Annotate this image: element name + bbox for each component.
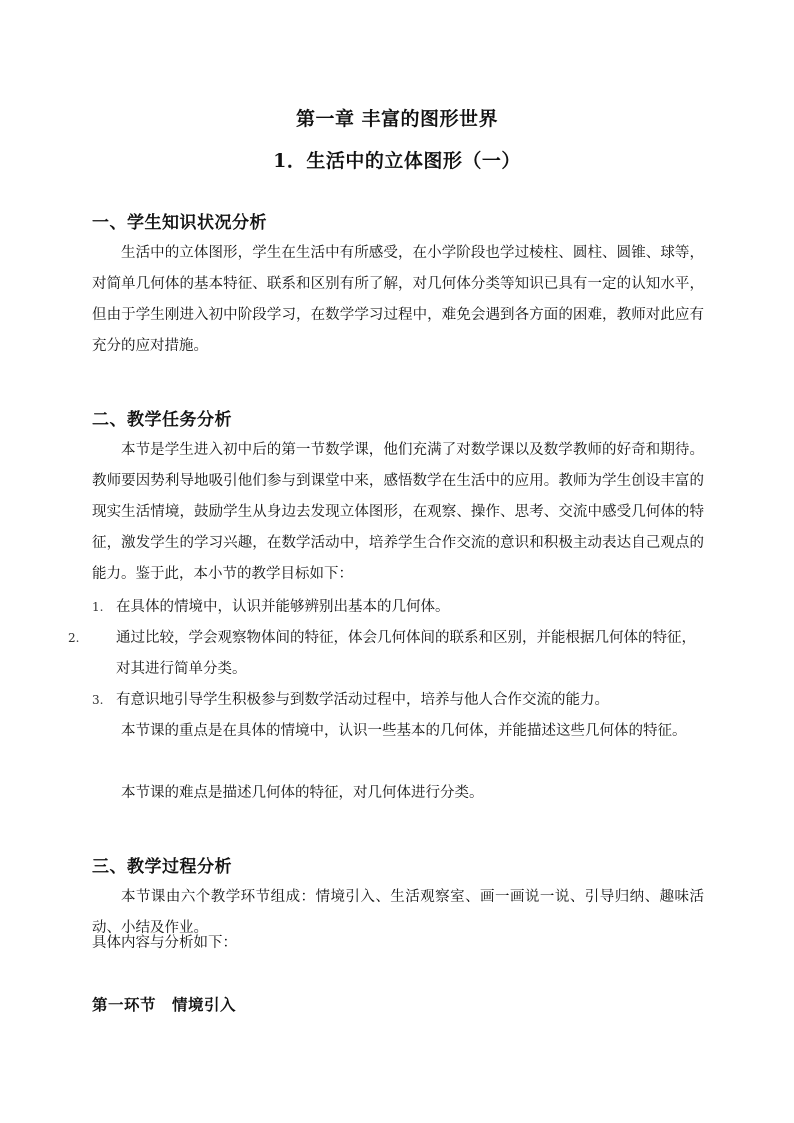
detail-intro: 具体内容与分析如下：	[92, 935, 237, 951]
goal-text: 有意识地引导学生积极参与到数学活动过程中，培养与他人合作交流的能力。	[116, 692, 609, 708]
section-heading-3: 三、教学过程分析	[92, 857, 232, 877]
goal-number: 3.	[92, 693, 104, 707]
key-point-paragraph: 本节课的重点是在具体的情境中，认识一些基本的几何体，并能描述这些几何体的特征。	[121, 723, 687, 739]
difficulty-paragraph: 本节课的难点是描述几何体的特征，对几何体进行分类。	[121, 785, 484, 801]
chapter-title: 第一章 丰富的图形世界	[295, 108, 499, 130]
goal-text: 通过比较，学会观察物体间的特征，体会几何体间的联系和区别，并能根据几何体的特征，对其进行简单分类。	[116, 630, 696, 677]
section-1-paragraph: 生活中的立体图形，学生在生活中有所感受，在小学阶段也学过棱柱、圆柱、圆锥、球等，对简单几何体的基本特征、联系和区别有所了解，对几何体分类等知识已具有一定的认知水平，但由于学生刚进入初中阶段学习，在数学学习过程中，难免会遇到各方面的困难，教师对此应有充分的应对措施。	[92, 245, 704, 354]
section-3-paragraph: 本节课由六个教学环节组成：情境引入、生活观察室、画一画说一说、引导归纳、趣味活动、小结及作业。	[92, 889, 704, 936]
goal-text: 在具体的情境中，认识并能够辨别出基本的几何体。	[116, 599, 450, 615]
section-2-paragraph: 本节是学生进入初中后的第一节数学课，他们充满了对数学课以及数学教师的好奇和期待。教师要因势利导地吸引他们参与到课堂中来，感悟数学在生活中的应用。教师为学生创设丰富的现实生活情境，鼓励学生从身边去发现立体图形，在观察、操作、思考、交流中感受几何体的特征，激发学生的学习兴趣，在数学活动中，培养学生合作交流的意识和积极主动表达自己观点的能力。鉴于此，本小节的教学目标如下：	[92, 442, 704, 582]
goal-number: 2.	[68, 631, 80, 645]
section-heading-1: 一、学生知识状况分析	[92, 213, 267, 233]
goal-number: 1.	[92, 600, 104, 614]
lesson-title: 1．生活中的立体图形（一）	[273, 150, 521, 172]
goal-item-2	[68, 623, 704, 685]
goal-item-1	[92, 592, 704, 623]
section-heading-2: 二、教学任务分析	[92, 410, 232, 430]
goal-item-3	[92, 685, 704, 716]
subsection-heading: 第一环节 情境引入	[92, 995, 237, 1014]
